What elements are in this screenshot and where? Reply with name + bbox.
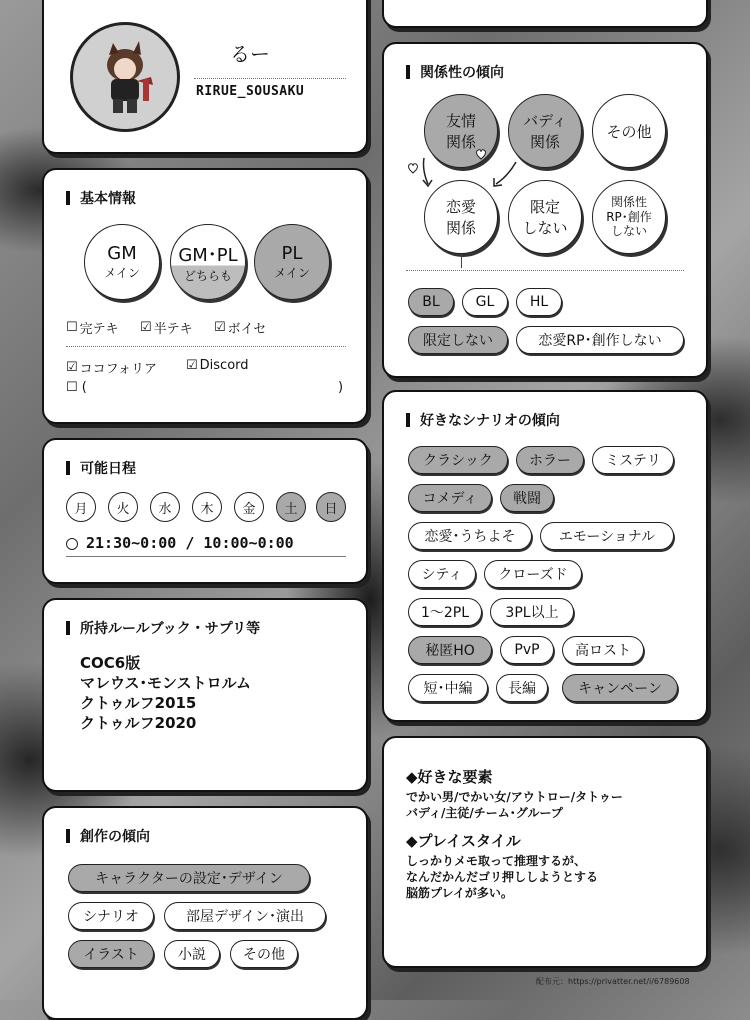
check-discord: ☑ Discord <box>186 358 249 373</box>
likes-heading: ◆好きな要素 <box>406 768 493 786</box>
day-fri: 金 <box>234 492 264 522</box>
rel-unlimited: 限定 しない <box>508 180 582 254</box>
creation-title: 創作の傾向 <box>80 829 150 845</box>
pill-no-limit: 限定しない <box>408 326 508 354</box>
profile-card <box>42 0 368 154</box>
day-wed: 水 <box>150 492 180 522</box>
rulebook-item: COC6版 <box>80 654 141 672</box>
pill-scenario: シナリオ <box>68 902 154 930</box>
check-cocofolia: ☑ ココフォリア <box>66 360 158 377</box>
check-kan-teki: ☐ 完テキ <box>66 320 119 337</box>
pill-3pl-plus: 3PL以上 <box>490 598 574 626</box>
likes-text: でかい男/でかい女/アウトロー/タトゥー <box>406 790 623 804</box>
pill-secret-ho: 秘匿HO <box>408 636 492 664</box>
day-tue: 火 <box>108 492 138 522</box>
role-gm-pl-both: GM･PL どちらも <box>170 224 246 300</box>
pill-comedy: コメディ <box>408 484 492 512</box>
profile-handle: RIRUE_SOUSAKU <box>196 84 305 99</box>
rulebook-item: クトゥルフ2015 <box>80 694 197 712</box>
role-pl-main: PL メイン <box>254 224 330 300</box>
pill-romance-uchiyoso: 恋愛･うちよそ <box>408 522 532 550</box>
check-other: ☐ ( <box>66 380 87 395</box>
footer-credit: 配布元：https://privatter.net/i/6789608 <box>536 977 690 986</box>
pill-mystery: ミステリ <box>592 446 674 474</box>
relations-title: 関係性の傾向 <box>420 65 504 81</box>
role-gm-main: GM メイン <box>84 224 160 300</box>
basic-info-card <box>42 168 368 424</box>
playstyle-text: なんだかんだゴリ押ししようとする <box>406 870 599 884</box>
pill-high-lost: 高ロスト <box>562 636 644 664</box>
schedule-card <box>42 438 368 584</box>
day-sat: 土 <box>276 492 306 522</box>
playstyle-heading: ◆プレイスタイル <box>406 832 521 850</box>
clock-icon <box>66 538 78 550</box>
top-right-card <box>382 0 708 28</box>
schedule-title: 可能日程 <box>80 461 136 477</box>
pill-short-mid: 短･中編 <box>408 674 488 702</box>
pill-other: その他 <box>230 940 298 968</box>
rel-no-rp: 関係性 RP･創作 しない <box>592 180 666 254</box>
pill-gl: GL <box>462 288 508 316</box>
creation-card <box>42 806 368 1020</box>
pill-bl: BL <box>408 288 454 316</box>
rulebooks-card <box>42 598 368 792</box>
relations-card <box>382 42 708 378</box>
pill-1-2pl: 1〜2PL <box>408 598 482 626</box>
pill-battle: 戦闘 <box>500 484 554 512</box>
likes-card <box>382 736 708 968</box>
scenarios-card <box>382 390 708 722</box>
check-han-teki: ☑ 半テキ <box>140 320 193 337</box>
likes-text: バディ/主従/チーム･グループ <box>406 806 563 820</box>
check-other-close: ) <box>338 380 344 395</box>
rel-romance: 恋愛 関係 <box>424 180 498 254</box>
relation-arrows-icon <box>404 148 544 208</box>
day-mon: 月 <box>66 492 96 522</box>
pill-hl: HL <box>516 288 562 316</box>
character-icon <box>73 25 177 129</box>
pill-city: シティ <box>408 560 476 588</box>
pill-novel: 小説 <box>164 940 220 968</box>
avatar <box>70 22 180 132</box>
rel-other: その他 <box>592 94 666 168</box>
pill-illust: イラスト <box>68 940 154 968</box>
profile-name: るー <box>230 42 270 66</box>
pill-pvp: PvP <box>500 636 554 664</box>
pill-closed: クローズド <box>484 560 582 588</box>
day-sun: 日 <box>316 492 346 522</box>
pill-emotional: エモーショナル <box>540 522 674 550</box>
pill-campaign: キャンペーン <box>562 674 678 702</box>
day-thu: 木 <box>192 492 222 522</box>
pill-no-romance-rp: 恋愛RP･創作しない <box>516 326 684 354</box>
schedule-time: 21:30~0:00 / 10:00~0:00 <box>86 534 294 552</box>
playstyle-text: 脳筋プレイが多い。 <box>406 886 513 900</box>
rel-buddy: バディ 関係 <box>508 94 582 168</box>
pill-room-design: 部屋デザイン･演出 <box>164 902 326 930</box>
rulebook-item: クトゥルフ2020 <box>80 714 197 732</box>
basic-info-title: 基本情報 <box>80 191 136 207</box>
pill-character-design: キャラクターの設定･デザイン <box>68 864 310 892</box>
rulebooks-title: 所持ルールブック・サプリ等 <box>80 621 261 637</box>
pill-classic: クラシック <box>408 446 508 474</box>
pill-long: 長編 <box>496 674 548 702</box>
playstyle-text: しっかりメモ取って推理するが、 <box>406 854 587 868</box>
check-voice: ☑ ボイセ <box>214 320 267 337</box>
pill-horror: ホラー <box>516 446 584 474</box>
rel-friendship: 友情 関係 <box>424 94 498 168</box>
rulebook-item: マレウス･モンストロルム <box>80 674 252 692</box>
scenarios-title: 好きなシナリオの傾向 <box>420 413 560 429</box>
